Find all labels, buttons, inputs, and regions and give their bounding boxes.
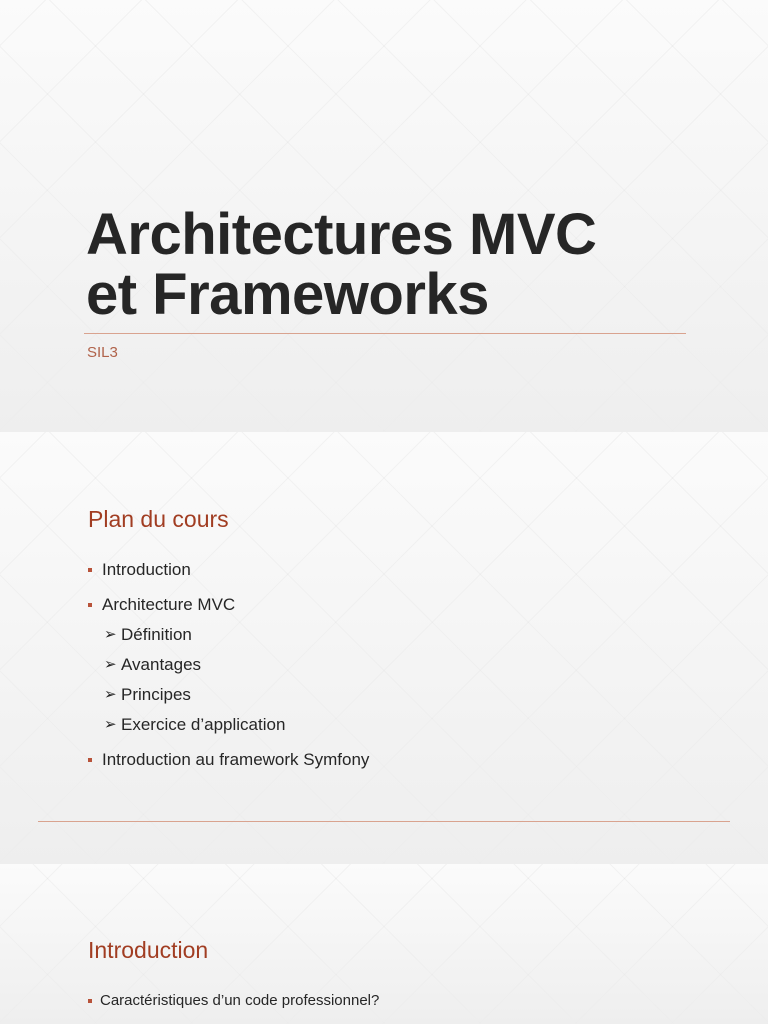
arrow-bullet-icon: ➢ bbox=[104, 686, 117, 703]
arrow-bullet-icon: ➢ bbox=[104, 716, 117, 733]
sub-list-item-label: Avantages bbox=[121, 655, 202, 674]
presentation-title: Architectures MVC et Frameworks bbox=[86, 202, 597, 327]
sub-list-item bbox=[104, 685, 369, 715]
sub-list-item-label: Exercice d’application bbox=[121, 715, 286, 734]
sub-list bbox=[104, 625, 369, 735]
introduction-slide bbox=[0, 864, 768, 1024]
outline-slide bbox=[0, 432, 768, 864]
list-item-label: Introduction bbox=[102, 560, 191, 579]
arrow-bullet-icon: ➢ bbox=[104, 656, 117, 673]
square-bullet-icon bbox=[88, 758, 92, 762]
introduction-list bbox=[88, 992, 379, 1010]
list-item-label: Caractéristiques d’un code professionnel? bbox=[100, 992, 380, 1009]
sub-list-item bbox=[104, 655, 369, 685]
title-slide bbox=[0, 0, 768, 432]
list-item-label: Architecture MVC bbox=[102, 595, 236, 614]
list-item-label: Introduction au framework Symfony bbox=[102, 750, 370, 769]
sub-list-item bbox=[104, 715, 369, 735]
title-divider bbox=[84, 333, 686, 334]
footer-divider bbox=[38, 821, 730, 822]
list-item bbox=[88, 560, 369, 580]
square-bullet-icon bbox=[88, 999, 92, 1003]
outline-list bbox=[88, 560, 369, 785]
sub-list-item bbox=[104, 625, 369, 655]
sub-list-item-label: Principes bbox=[121, 685, 191, 704]
list-item bbox=[88, 595, 369, 735]
square-bullet-icon bbox=[88, 603, 92, 607]
presentation-subtitle: SIL3 bbox=[87, 344, 118, 361]
arrow-bullet-icon: ➢ bbox=[104, 626, 117, 643]
list-item bbox=[88, 750, 369, 770]
list-item bbox=[88, 992, 379, 1010]
slide-heading: Plan du cours bbox=[88, 506, 229, 532]
sub-list-item-label: Définition bbox=[121, 625, 192, 644]
slide-heading: Introduction bbox=[88, 937, 209, 963]
square-bullet-icon bbox=[88, 568, 92, 572]
